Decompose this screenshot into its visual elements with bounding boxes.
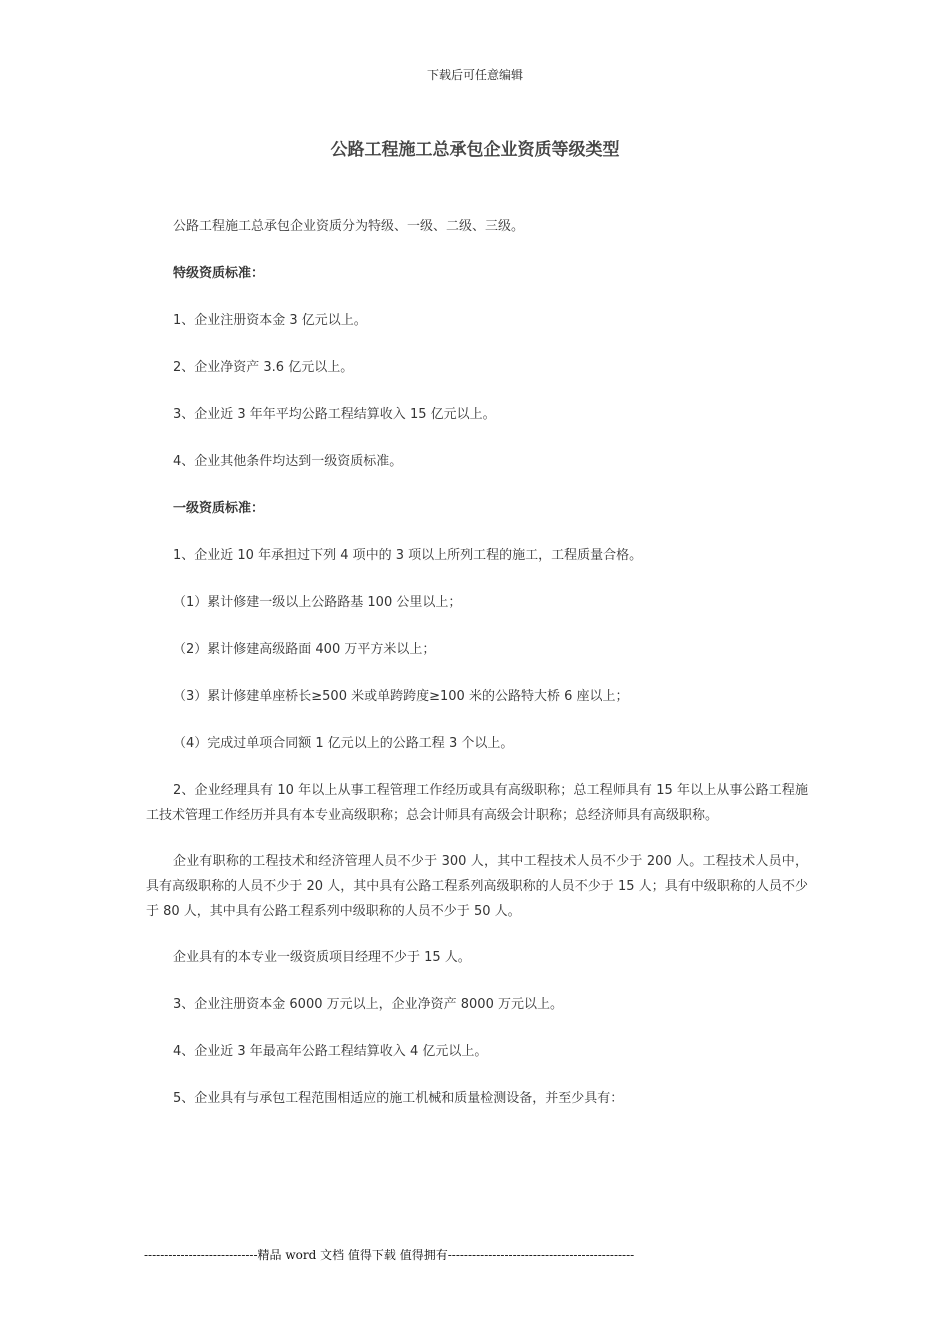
intro-paragraph: 公路工程施工总承包企业资质分为特级、一级、二级、三级。: [173, 219, 525, 234]
page-footer: ----------------------------精品 word 文档 值得下载 值得拥有----------------------------------------------: [144, 1248, 635, 1262]
list-item: 4、企业其他条件均达到一级资质标准。: [173, 454, 403, 469]
list-item: 1、企业近 10 年承担过下列 4 项中的 3 项以上所列工程的施工，工程质量合格。: [173, 548, 643, 563]
body-paragraph: 企业具有的本专业一级资质项目经理不少于 15 人。: [173, 950, 471, 965]
list-item: 2、企业净资产 3.6 亿元以上。: [173, 360, 354, 375]
list-item: 3、企业注册资本金 6000 万元以上，企业净资产 8000 万元以上。: [173, 997, 563, 1012]
section-heading-special-grade: 特级资质标准：: [173, 266, 265, 281]
sub-list-item: （3）累计修建单座桥长≥500 米或单跨跨度≥100 米的公路特大桥 6 座以上；: [173, 689, 629, 704]
list-item: 1、企业注册资本金 3 亿元以上。: [173, 313, 367, 328]
sub-list-item: （1）累计修建一级以上公路路基 100 公里以上；: [173, 595, 462, 610]
section-heading-first-grade: 一级资质标准：: [173, 501, 265, 516]
list-item: 5、企业具有与承包工程范围相适应的施工机械和质量检测设备，并至少具有：: [173, 1091, 624, 1106]
list-item: 2、企业经理具有 10 年以上从事工程管理工作经历或具有高级职称；总工程师具有 15 年以上从事公路工程施工技术管理工作经历并具有本专业高级职称；总会计师具有高级会计职称；总经济师具有高级职称。: [146, 783, 808, 823]
document-title: 公路工程施工总承包企业资质等级类型: [330, 140, 620, 160]
list-item: 3、企业近 3 年年平均公路工程结算收入 15 亿元以上。: [173, 407, 496, 422]
page-header-note: 下载后可任意编辑: [426, 68, 523, 82]
list-item: 4、企业近 3 年最高年公路工程结算收入 4 亿元以上。: [173, 1044, 488, 1059]
sub-list-item: （4）完成过单项合同额 1 亿元以上的公路工程 3 个以上。: [173, 736, 514, 751]
sub-list-item: （2）累计修建高级路面 400 万平方米以上；: [173, 642, 436, 657]
document-body: [146, 214, 808, 1133]
body-paragraph: 企业有职称的工程技术和经济管理人员不少于 300 人，其中工程技术人员不少于 200 人。工程技术人员中，具有高级职称的人员不少于 20 人，其中具有公路工程系列高级职称的人员不少于 15 人；具有中级职称的人员不少于 80 人，其中具有公路工程系列中级职称的人员不少于 50 人。: [146, 854, 808, 919]
